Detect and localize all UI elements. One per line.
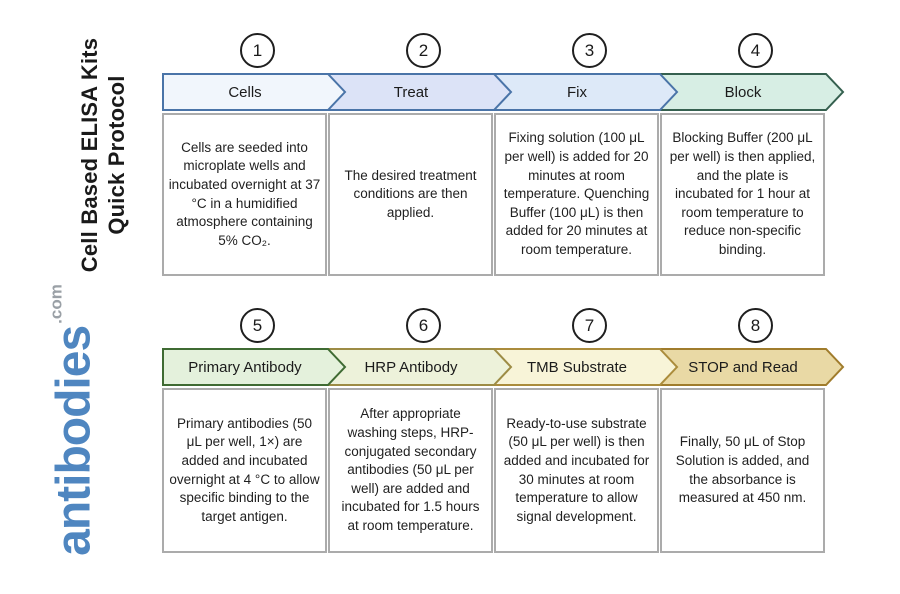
logo-wordmark: antibodies (47, 325, 101, 556)
step-description: The desired treatment conditions are then applied. (344, 167, 477, 220)
step-number: 5 (252, 315, 263, 335)
step-arrow-header (494, 348, 680, 386)
step-number: 6 (418, 315, 429, 335)
step-description-box (494, 388, 659, 553)
page-title-line1: Cell Based ELISA Kits (77, 37, 102, 273)
step-arrow-header (162, 348, 348, 386)
step-arrow-header (494, 73, 680, 111)
step-number: 4 (750, 40, 761, 60)
step-description: Fixing solution (100 μL per well) is added for 20 minutes at room temperature. Quenching Buffer (100 μL) is then added for 20 minutes at room temperature. (503, 130, 650, 258)
step-number-badge (406, 308, 441, 343)
step-number: 1 (252, 40, 263, 60)
step-description: Primary antibodies (50 μL per well, 1×) are added and incubated overnight at 4 °C to allow specific binding to the target antigen. (169, 415, 320, 524)
step-title: Cells (228, 83, 262, 101)
step-title: Block (724, 83, 762, 101)
step-description-box (162, 388, 327, 553)
step-description-box (660, 388, 825, 553)
step-arrow-header (328, 348, 514, 386)
step-number-badge (240, 308, 275, 343)
step-description: Cells are seeded into microplate wells and incubated overnight at 37 °C in a humidified atmosphere containing 5% CO₂. (168, 139, 321, 248)
logo-domain-suffix: .com (46, 284, 66, 324)
step-arrow-header (660, 348, 846, 386)
step-arrow-header (162, 73, 348, 111)
step-title: Treat (393, 83, 429, 101)
step-description: After appropriate washing steps, HRP-conjugated secondary antibodies (50 μL per well) are added and incubated for 1.5 hours at room temperature. (341, 406, 480, 534)
page-title-line2: Quick Protocol (104, 75, 129, 235)
step-title: TMB Substrate (526, 358, 628, 376)
page-title (76, 38, 130, 272)
step-number: 7 (584, 315, 595, 335)
step-arrow-header (660, 73, 846, 111)
step-title: STOP and Read (688, 358, 798, 376)
step-number-badge (572, 308, 607, 343)
step-description: Ready-to-use substrate (50 μL per well) is then added and incubated for 30 minutes at room temperature to allow signal development. (503, 415, 650, 524)
step-number: 3 (584, 40, 595, 60)
antibodies-logo (47, 284, 102, 556)
step-number-badge (738, 308, 773, 343)
step-title: Primary Antibody (188, 358, 302, 376)
step-description: Blocking Buffer (200 μL per well) is then applied, and the plate is incubated for 1 hour at room temperature to reduce non-specific binding. (669, 130, 816, 258)
step-arrow-header (328, 73, 514, 111)
step-title: Fix (567, 83, 587, 101)
step-number: 2 (418, 40, 429, 60)
step-description: Finally, 50 μL of Stop Solution is added, and the absorbance is measured at 450 nm. (675, 434, 810, 506)
step-title: HRP Antibody (364, 358, 458, 376)
step-number: 8 (750, 315, 761, 335)
step-description-box (328, 388, 493, 553)
